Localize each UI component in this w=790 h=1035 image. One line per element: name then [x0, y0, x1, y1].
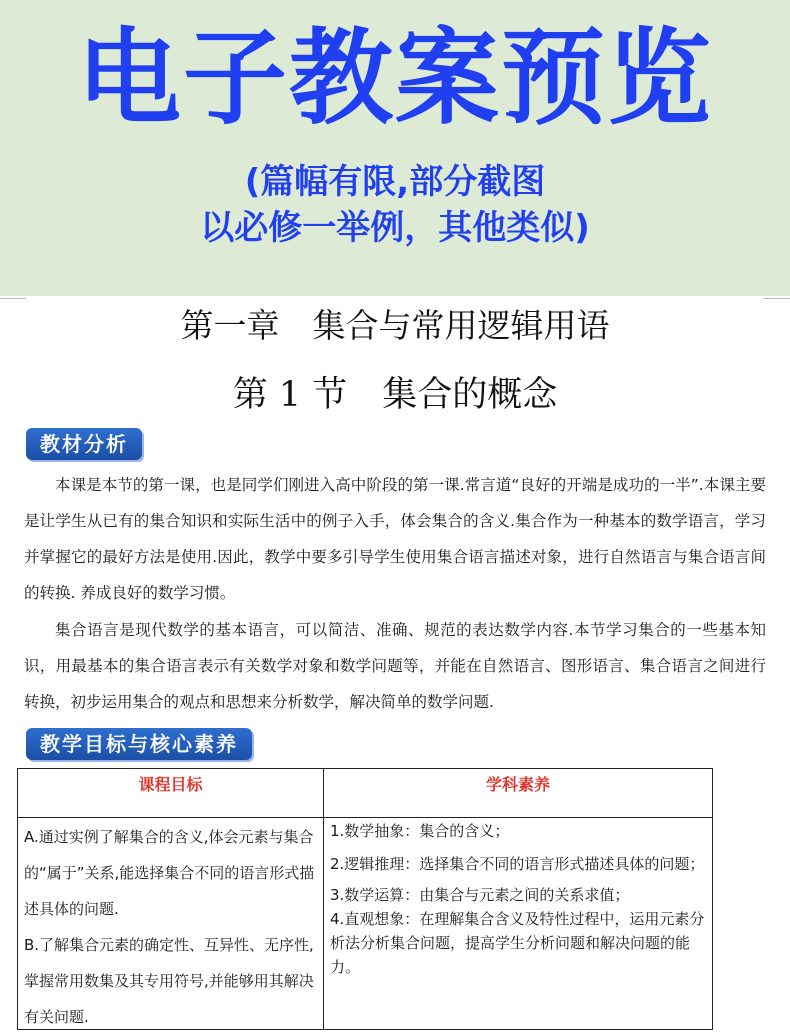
banner-subtitle-line1: (篇幅有限,部分截图	[244, 162, 546, 202]
course-goals-cell	[24, 819, 316, 1035]
page-corner-mark-right	[764, 294, 790, 299]
table-header-core-literacy: 学科素养	[485, 775, 550, 794]
banner-subtitle-line2: 以必修一举例，其他类似)	[200, 208, 590, 248]
analysis-paragraph-2: 集合语言是现代数学的基本语言，可以简洁、准确、规范的表达数学内容.本节学习集合的一些基本知识，用最基本的集合语言表示有关数学对象和数学问题等，并能在自然语言、图形语言、集合语言之间进行转换，初步运用集合的观点和思想来分析数学，解决简单的数学问题.	[24, 621, 766, 711]
teaching-goals-heading: 教学目标与核心素养	[26, 728, 252, 760]
chapter-title: 第一章 集合与常用逻辑用语	[180, 306, 610, 345]
course-goal-item: B.了解集合元素的确定性、互异性、无序性,掌握常用数集及其专用符号,并能够用其解决有关问题.	[24, 936, 314, 1026]
page-corner-mark-left	[0, 294, 26, 299]
banner-title: 电子教案预览	[76, 17, 713, 139]
goals-table	[17, 768, 713, 1030]
literacy-item: 3.数学运算：由集合与元素之间的关系求值；	[330, 886, 630, 904]
table-column-divider	[323, 769, 324, 1029]
table-header-course-goals: 课程目标	[138, 775, 203, 794]
textbook-analysis-heading: 教材分析	[26, 428, 142, 460]
core-literacy-cell	[330, 819, 706, 979]
preview-banner	[0, 0, 790, 296]
table-header-divider	[18, 817, 712, 818]
literacy-item: 2.逻辑推理：选择集合不同的语言形式描述具体的问题；	[330, 855, 705, 873]
literacy-item: 1.数学抽象：集合的含义；	[330, 822, 510, 840]
literacy-item: 4.直观想象：在理解集合含义及特性过程中，运用元素分析法分析集合问题，提高学生分析问题和解决问题的能力。	[330, 910, 705, 976]
section-title: 第 1 节 集合的概念	[232, 375, 558, 415]
analysis-paragraph-1: 本课是本节的第一课，也是同学们刚进入高中阶段的第一课.常言道“良好的开端是成功的一半”.本课主要是让学生从已有的集合知识和实际生活中的例子入手，体会集合的含义.集合作为一种基本的数学语言，学习并掌握它的最好方法是使用.因此，教学中要多引导学生使用集合语言描述对象，进行自然语言与集合语言间的转换. 养成良好的数学习惯。	[24, 476, 766, 602]
course-goal-item: A.通过实例了解集合的含义,体会元素与集合的“属于”关系,能选择集合不同的语言形式描述具体的问题.	[24, 828, 315, 918]
